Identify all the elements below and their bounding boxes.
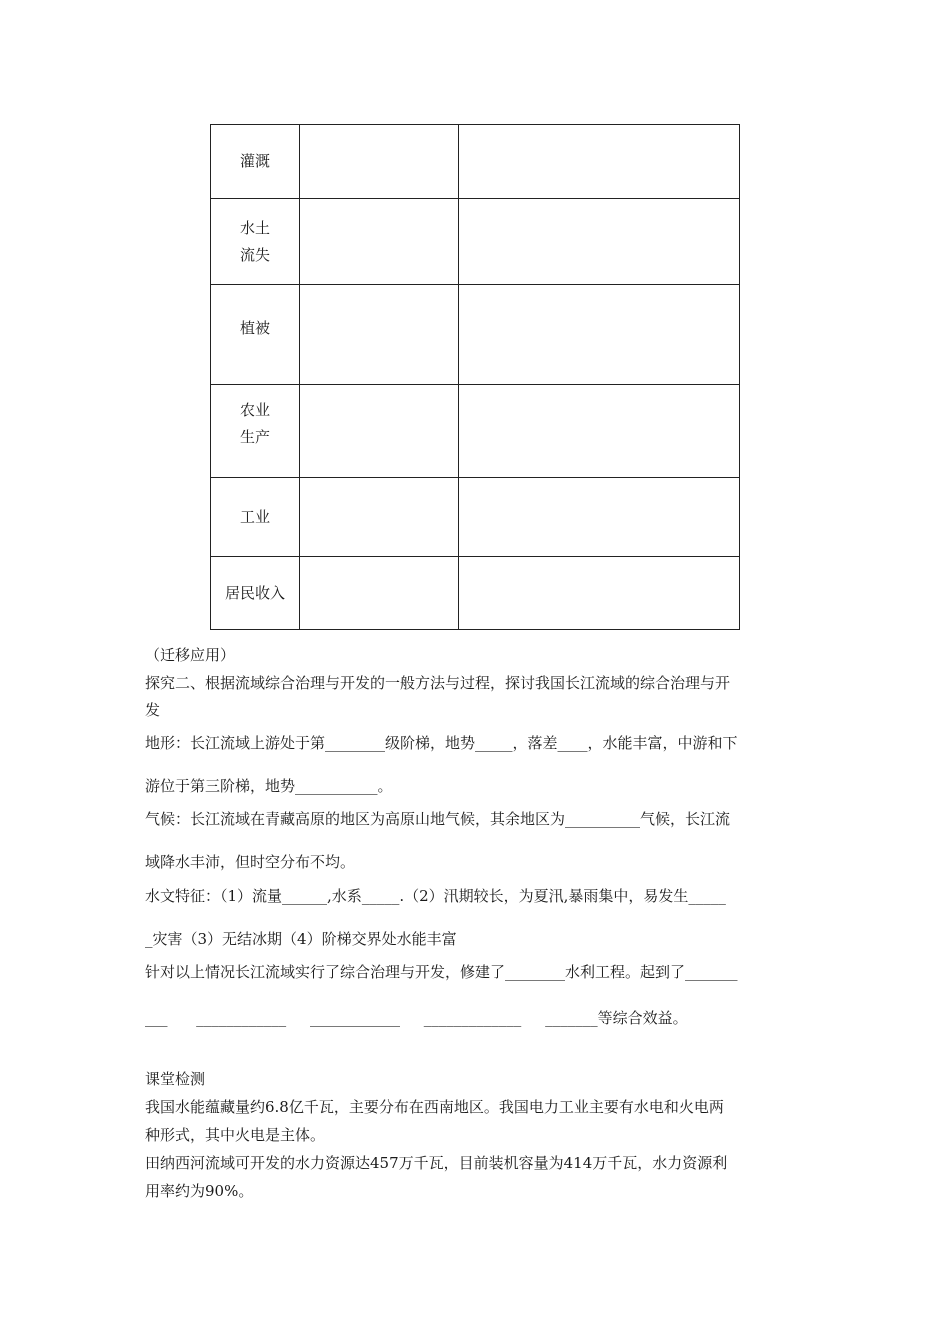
climate-line2: 域降水丰沛，但时空分布不均。 bbox=[145, 853, 356, 871]
table-row bbox=[211, 557, 740, 630]
row-label-agriculture: 农业 生产 bbox=[211, 385, 300, 478]
explore2-line2: 发 bbox=[145, 701, 161, 719]
table-cell bbox=[300, 557, 459, 630]
table-cell bbox=[459, 557, 740, 630]
quiz-p1-line1: 我国水能蕴藏量约6.8亿千瓦，主要分布在西南地区。我国电力工业主要有水电和火电两 bbox=[145, 1098, 724, 1116]
quiz-p2-line1: 田纳西河流域可开发的水力资源达457万千瓦，目前装机容量为414万千瓦，水力资源利 bbox=[145, 1154, 728, 1172]
row-label-soil-erosion: 水土 流失 bbox=[211, 199, 300, 285]
table-cell bbox=[459, 478, 740, 557]
governance-line1: 针对以上情况长江流域实行了综合治理与开发，修建了________水利工程。起到了_______ bbox=[145, 963, 738, 981]
row-label-industry: 工业 bbox=[211, 478, 300, 557]
terrain-line1: 地形：长江流域上游处于第________级阶梯，地势_____，落差____，水能丰富，中游和下 bbox=[145, 734, 738, 752]
table-cell bbox=[300, 285, 459, 385]
table-row bbox=[211, 125, 740, 199]
hydro-line2: _灾害（3）无结冰期（4）阶梯交界处水能丰富 bbox=[145, 930, 457, 948]
quiz-title: 课堂检测 bbox=[145, 1070, 206, 1088]
row-label-vegetation: 植被 bbox=[211, 285, 300, 385]
hydro-line1: 水文特征：（1）流量______,水系_____.（2）汛期较长，为夏汛,暴雨集中，易发生_____ bbox=[145, 887, 726, 905]
table-cell bbox=[300, 125, 459, 199]
table-cell bbox=[459, 385, 740, 478]
governance-line2: ___ ____________ ____________ _____________ _______等综合效益。 bbox=[145, 1009, 688, 1027]
table-cell bbox=[300, 199, 459, 285]
row-label-resident-income: 居民收入 bbox=[211, 557, 300, 630]
table-cell bbox=[300, 478, 459, 557]
climate-line1: 气候：长江流域在青藏高原的地区为高原山地气候，其余地区为__________气候，长江流 bbox=[145, 810, 731, 828]
table-row bbox=[211, 285, 740, 385]
quiz-p1-line2: 种形式，其中火电是主体。 bbox=[145, 1126, 326, 1144]
table-cell bbox=[459, 199, 740, 285]
section-label: （迁移应用） bbox=[145, 646, 236, 664]
table-row bbox=[211, 478, 740, 557]
quiz-p2-line2: 用率约为90%。 bbox=[145, 1182, 254, 1200]
analysis-table bbox=[210, 124, 740, 630]
table-row bbox=[211, 385, 740, 478]
table-cell bbox=[459, 125, 740, 199]
table-cell bbox=[459, 285, 740, 385]
explore2-line1: 探究二、根据流域综合治理与开发的一般方法与过程，探讨我国长江流域的综合治理与开 bbox=[145, 674, 731, 692]
terrain-line2: 游位于第三阶梯，地势___________。 bbox=[145, 777, 393, 795]
row-label-irrigation: 灌溉 bbox=[211, 125, 300, 199]
table-cell bbox=[300, 385, 459, 478]
table-row bbox=[211, 199, 740, 285]
